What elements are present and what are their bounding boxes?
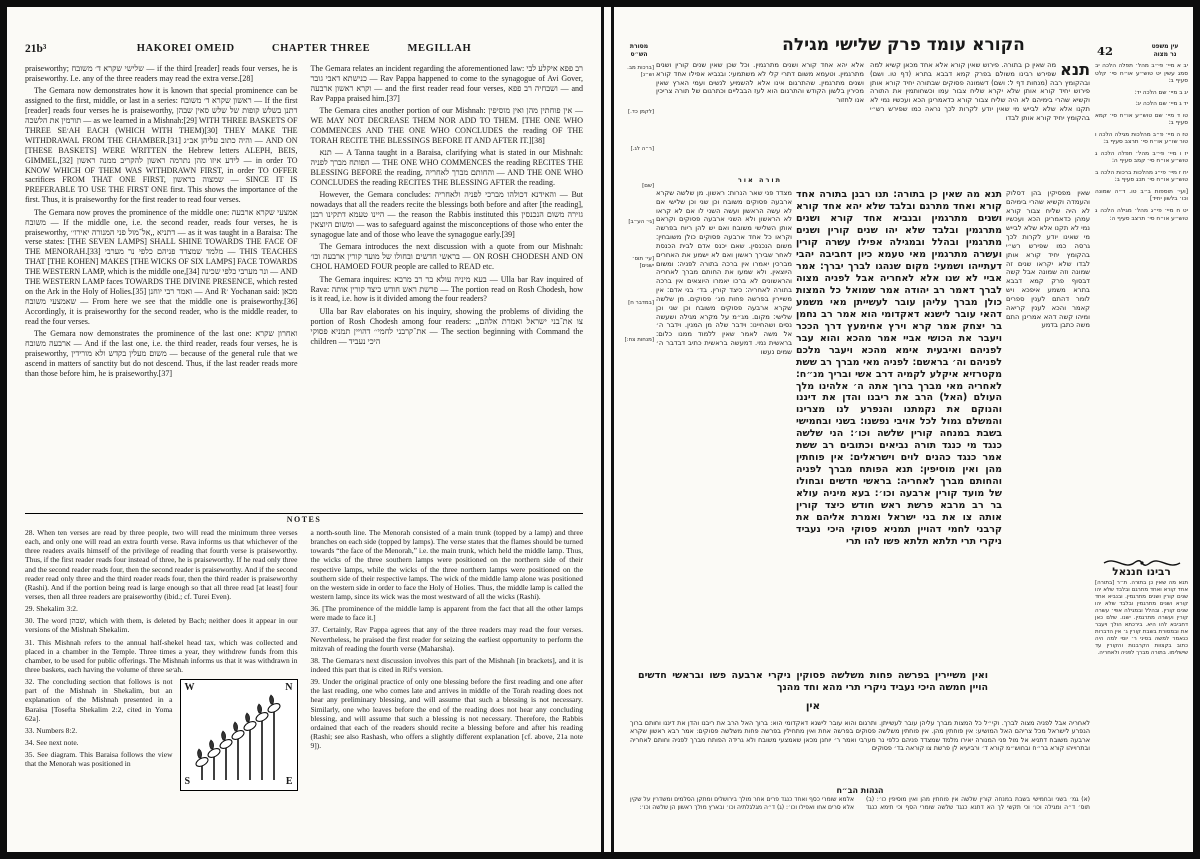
mesoras-reference: [ר״ה לג.] bbox=[630, 145, 654, 152]
notes-with-diagram bbox=[25, 677, 298, 787]
compass-east-label: E bbox=[285, 775, 293, 787]
mesoras-reference: [לקמן כד.] bbox=[628, 108, 654, 115]
ein-mishpat-entry: יח ז מיי׳ פי״ג מהלכות ברכות הלכה ב טוש״ע או״ח סי׳ תכג סעיף ב: bbox=[1095, 169, 1188, 184]
compass-west-label: W bbox=[184, 682, 195, 694]
hagahos-habach-block bbox=[630, 786, 1090, 848]
paragraph: Ulla bar Rav elaborates on his inquiry, showing the problems of dividing the portion of Rosh Chodesh among four readers: ,,צו את־בני ישראל ואמרת אלהם את־קרבני לחמי׳׳ דהויין תמניא פסוקי — The section beginning with Command the children — היכי נעביד bbox=[310, 306, 583, 346]
tosafos-opening-word: תנא bbox=[1060, 61, 1090, 79]
ein-mishpat-entry: יג ב מיי׳ שם הלכה יד: bbox=[1134, 89, 1188, 96]
ein-mishpat-column bbox=[1095, 63, 1188, 549]
ein-mishpat-header-line2: נר מצוה bbox=[1153, 50, 1177, 58]
english-page bbox=[7, 7, 601, 852]
rabbeinu-chananel-text: תנא מה שאין כן בתורה. ת״ר [בתורה] אחד קורא ואחד מתרגם ובלבד שלא יהו שנים קורין ושנים מתרגמין. ובנביא אחד קורא ושנים מתרגמין ובלבד שלא יהו שנים קורין. ובהלל ובמגילה אפי׳ עשרה קורין ועשרה מתרגמין. ישנו. שלם כאן דחביבא להו היא. בירכתא הולך ויעבר את ובמסורת בשבת קורין ג׳ אין הדברות כנאמר למשה בסיני ר׳ יוסי למה היה כתוב בקצוות הקרבנות והקורין עד שישלימו. בתורה מברך לפניה ולאחריה. bbox=[1095, 580, 1188, 657]
ein-mishpat-entry: [ועי׳ תוספות ב״ב טו. ד״ה שמונה וכו׳ בלשון יחיד] bbox=[1095, 188, 1188, 203]
paragraph: However, the Gemara concludes: והאידנא דכולהו מברכי לפניה ולאחריה — But nowadays that all the readers recite the blessings both before and after [the reading], היינו טעמא דתקינו רבנן — the reason the Rabbis instituted this גזירה משום הנכנסין ומשום היוצאין — was to safeguard against the misconceptions of those who enter the synagogue late and of those who leave the synagogue early.[39] bbox=[310, 190, 583, 239]
running-title bbox=[25, 43, 583, 54]
rabbeinu-chananel-block bbox=[1095, 553, 1188, 811]
tosafos-top-text: מה שאין כן בתורה. פירוש שאין קורא אלא אחד מכאן קשיא למה שפירש רבינו משולם בפרק קמא דבבא בתרא (דף טו. ושם) ובהקומץ רבה (מנחות דף ל: ושם) דשמונה פסוקים שבתורה יחיד קורא אותן פירוש יחיד קורא אותן שלא יקרא שליח צבור עמו וכשחותמין את התורה וקשיא שהרי בימיהם לא היה שליח צבור קורא כדאמרינן הכא ועכשיו נמי לא תקנו אלא שלא לבייש מי שאין יודע לקרות לכך נראה כמו שפירש רש״י בהקומץ יחיד קורא אותן לבדו bbox=[870, 61, 1090, 122]
hagahos-habach-title: הגהות הב״ח bbox=[836, 786, 884, 795]
footnote: 29. Shekalim 3:2. bbox=[25, 604, 78, 614]
mesoras-hashas-header-line1: מסורת bbox=[629, 43, 649, 50]
notes-section-label: NOTES bbox=[286, 515, 322, 524]
tosafos-top-block bbox=[870, 61, 1090, 187]
paragraph: The Gemara now demonstrates the prominence of the last one: ואחרון שקרא ארבעה משובח — And if the last one, i.e. the third reader, reads four verses, he is praiseworthy, משום מעלין בקדש ולא מורידין — because of the general rule that we ascend in matters of sanctity but do not descend. Thus, if the last reader reads more than those before him, he is praiseworthy.[37] bbox=[25, 329, 298, 378]
footnote: 36. [The prominence of the middle lamp is apparent from the fact that all the other lamps were made to face it.] bbox=[310, 604, 583, 623]
ein-mishpat-entry: יט ח מיי׳ פי״ג מהל׳ מגילה הלכה ג טוש״ע או״ח סי׳ תרצב סעיף ה: bbox=[1095, 207, 1188, 222]
ein-mishpat-entry: יד ג מיי׳ שם הלכה יג: bbox=[1135, 101, 1188, 108]
rashi-top-block: אלא יהא אחד קורא ושנים מתרגמין. וכל שכן שאין שנים קורין ושנים מתרגמין. וטעמא משום דתרי קלי לא משתמעי: ובנביא אפילו אחד קורא ושנים מתרגמין. שהתרגום אינו אלא להשמיע לנשים ועמי הארץ שאין מכירין בלשון הקודש והתרגום הוא לעז הבבליים וכתרגום של תורה צריכין אנו לחזור bbox=[656, 61, 864, 105]
footnote: 28. When ten verses are read by three people, two will read the minimum three verses each, and only one will read an extra fourth verse. Rava informs us that whichever of the three readers avails himself of the privilege of reading that fourth verse is praiseworthy. Thus, if the first reader reads four instead of three, he is praiseworthy. If he read only three and the second reader reads four, then the second reader is praiseworthy. And if the second reader read only three and the third reader reads four, then the third reader is praiseworthy (Rashi). And if the portion being read is large enough so that all three read [at least] four verses, then all three readers are praiseworthy (ibid.; cf. Turei Even). bbox=[25, 528, 298, 601]
menorah-illustration bbox=[189, 688, 288, 781]
ein-mishpat-entry: יז ו מיי׳ פי״ב מהל׳ תפלה הלכה ג טוש״ע או״ח סי׳ קמב סעיף ה: bbox=[1095, 150, 1188, 165]
notes-column-right bbox=[311, 528, 584, 842]
daf-page-number: 42 bbox=[1096, 44, 1113, 58]
elucidation-body bbox=[25, 64, 583, 510]
footnote: 34. See next note. bbox=[25, 737, 79, 747]
folio-number: 21b³ bbox=[25, 43, 47, 55]
paragraph: The Gemara relates an incident regarding the aforementioned law: רב פפא איקלע לבי כנישתא דאבי גובר — Rav Pappa happened to come to the synagogue of Avi Gover, וקרא ראשון ארבעה — and the first reader read four verses, ושבחיה רב פפא — and Rav Pappa praised him.[37] bbox=[310, 64, 583, 103]
paragraph: The Gemara inquires: בעא מיניה עולא בר רב מרבא — Ulla bar Rav inquired of Rava: פרשת ראש חודש כיצד קורין אותה — The portion read on Rosh Chodesh, how is it read, i.e. how is it divided among the four readers? bbox=[310, 274, 583, 304]
ein-mishpat-header bbox=[1141, 43, 1189, 58]
footnote: 30. The word שבהן, which with them, is deleted by Bach; neither does it appear in our versions of the Mishnah Shekalim. bbox=[25, 616, 298, 635]
compass-north-label: N bbox=[285, 682, 293, 694]
hebrew-daf-page bbox=[614, 7, 1193, 852]
chapter-number: CHAPTER THREE bbox=[271, 43, 371, 54]
mesoras-reference: [שם] bbox=[642, 182, 654, 189]
page-gutter-divider bbox=[601, 7, 614, 852]
ein-mishpat-entry: טז ה מיי׳ פ״ב מהלכות מגילה הלכה ו טור שו״ע או״ח סי׳ תרצב סעיף ב: bbox=[1095, 131, 1188, 146]
footnote: 38. The Gemara׳s next discussion involves this part of the Mishnah [in brackets], and it is indeed this part that is cited in Rif׳s version. bbox=[310, 655, 583, 674]
flourish-ornament-icon bbox=[1095, 553, 1188, 565]
rabbeinu-chananel-title: רבינו חננאל bbox=[1112, 566, 1171, 578]
paragraph: The Gemara introduces the next discussion with a quote from our Mishnah: בראשי חדשים ובחולו של מועד קורין ארבעה וכו׳ — ON ROSH CHODESH AND ON CHOL HAMOED FOUR people are called to READ etc. bbox=[310, 242, 583, 272]
gemara-bottom-lines: ואין משיירין בפרשה פחות משלשה פסוקין ניקרי ארבעה פשו ובראשי חדשים הויין חמשה היכי נעביד ניקרי תרי מהא וחד מהנך bbox=[638, 670, 988, 693]
elucidation-column-right bbox=[311, 64, 584, 510]
compass-south-label: S bbox=[184, 775, 191, 787]
elucidation-column-left bbox=[25, 64, 298, 510]
paragraph: The Gemara now demonstrates how it is known that special prominence can be assigned to the first, middle, or last in a series: ראשון שקרא ד׳ משובח — If the first [reader] reads four verses he is praiseworthy, דתנן בשלש קופות של שלש סאין שבהן תורמין את הלשכה — as we learned in a Mishnah:[29] WITH THREE BASKETS OF THREE SE׳AH EACH (WHICH WITH THEM)[30] THEY MAKE THE WITHDRAWAL FROM THE CHAMBER.[31] והיה כתוב עליהן אב״ג — AND ON [THESE BASKETS] WERE WRITTEN the Hebrew letters ALEPH, BEIS, GIMMEL,[32] לידע איזו מהן נתרמה ראשון להקריב ממנה ראשון — in order TO KNOW WHICH OF THEM WAS WITHDRAWN FIRST, in order TO OFFER sacrifices FROM THAT ONE FIRST, שמצוה בראשון — SINCE IT IS PREFERABLE TO USE THE FIRST ONE first. This shows the importance of the first. Thus, it is praiseworthy for the first reader to read four verses. bbox=[25, 86, 298, 205]
daf-title: הקורא עומד פרק שלישי מגילה bbox=[782, 35, 1025, 55]
paragraph: The Gemara now proves the prominence of the middle one: אמצעי שקרא ארבעה משובח — If the middle one, i.e. the second reader, reads four verses, he is praiseworthy, דתניא ,,אל־מול פני המנורה יאירו׳׳ — as it was taught in a Baraisa: The verse states: [THE SEVEN LAMPS] SHALL SHINE TOWARDS THE FACE OF THE MENORAH.[33] מלמד שמצדד פניהם כלפי נר מערבי — THIS TEACHES THAT [THE KOHEN] MAKES [THE WICKS OF SIX LAMPS] FACE TOWARDS THE WESTERN LAMP, which is the middle one,[34] ונר מערבי כלפי שכינה — AND THE WESTERN LAMP faces TOWARDS THE DIVINE PRESENCE, which rested on the Ark in the Holy of Holies.[35] ואמר רבי יוחנן — And R׳ Yochanan said: מכאן שאמצעי משובח — From here we see that the middle one is praiseworthy.[36] Accordingly, it is praiseworthy for the second reader, who is the middle reader, to read the four verses. bbox=[25, 207, 298, 326]
mesoras-hashas-header bbox=[618, 43, 660, 58]
mesoras-reference: [ברכות מב. וש״נ] bbox=[627, 65, 654, 78]
english-page-header bbox=[25, 43, 583, 57]
paragraph: praiseworthy; שלישי שקרא ד׳ משובח — if the third [reader] reads four verses, he is praiseworthy. I.e. any of the three readers may read the extra verse.[28] bbox=[25, 64, 298, 83]
tosafos-column: שאין מפסיקין בהן דסלוק והעמדה וקשיא שהרי בימיהם לא היה שליח צבור קורא עמהן כדאמרינן הכא ועכשיו נמי לא תקנו אלא שלא לבייש מי שאינו יודע לקרות לכך גרסה כמו שפירש רש״י בהקומץ יחיד קורא אותן לבדו שלא יקראו שנים זה שמונה וזה שמונה אבל קשה דבסוף פרק קמא דבבא בתרא משמע איפכא ויש לומר דהתם לענין ספרים קאמר והכא לענין קריאה ומיהו קשה דהא אמרינן התם משה כתבן בדמע bbox=[1006, 189, 1090, 330]
footnote: 37. Certainly, Rav Pappa agrees that any of the three readers may read the four verses. Nevertheless, he praised the first reader for seizing the earliest opportunity to perform the mitzvah of reading the fourth verse (Maharsha). bbox=[310, 625, 583, 653]
mesoras-reference: [עי׳ תוס׳ ישנים] bbox=[632, 256, 654, 270]
footnote: a north-south line. The Menorah consisted of a main trunk (topped by a lamp) and three branches on each side (topped by lamps). The verse states that the flames should be turned towards “the face of the Menorah,” i.e. the main trunk, which held the middle lamp. Thus, the wicks of the three southern lamps were positioned on the northern side of their respective lamps, while the wicks of the three northern lamps were positioned on the southern side of their respective lamps. The wick of the middle lamp alone was positioned on the western side in order to face the Holy of Holies. Thus, the middle lamp is called the western lamp, since its wick was the most westward of all the wicks (Rashi). bbox=[310, 528, 583, 601]
mesoras-reference: [גי׳ הע״ב] bbox=[628, 219, 654, 226]
gemara-column: תנא מה שאין כן בתורה: תנו רבנן בתורה אחד קורא ואחד מתרגם ובלבד שלא יהא אחד קורא ושנים מתרגמין ובנביא אחד קורא ושנים מתרגמין ובלבד שלא יהו שנים קורין ושנים מתרגמין ובהלל ובמגילה אפילו עשרה קורין ועשרה מתרגמין מאי טעמא כיון דחביבה יהבי דעתייהו ושמעי: מקום שנהגו לברך יברך: אמר אביי לא שנו אלא לאחריה אבל לפניה מצוה לברך דאמר רב יהודה אמר שמואל כל המצות כולן מברך עליהן עובר לעשייתן מאי משמע דהאי עובר לישנא דאקדומי הוא אמר רב נחמן בר יצחק אמר קרא וירץ אחימעץ דרך הככר ויעבר את הכושי אביי אמר מהכא והוא עבר לפניהם ואיבעית אימא מהכא ויעבר מלכם לפניהם וה׳ בראשם: לפניה מאי מברך רב ששת מקטרזיא איקלע לקמיה דרב אשי ובריך מנ״ח: לאחריה מאי מברך ברוך אתה ה׳ אלהינו מלך העולם (האל) הרב את ריבנו והדן את דיננו והנוקם את נקמתנו והנפרע לנו מצרינו והמשלם גמול לכל אויבי נפשנו: בשני ובחמישי בשבת במנחה קורין שלשה וכו׳: הני שלשה כנגד מי כנגד תורה נביאים וכתובים רב ששת אמר כנגד כהנים לוים וישראלים: אין פוחתין מהן ואין מוסיפין: תנא הפותח מברך לפניה והחותם מברך לאחריה: בראשי חדשים ובחולו של מועד קורין ארבעה וכו׳: בעא מיניה עולא בר רב מרבא פרשת ראש חודש כיצד קורין אותה צו את בני ישראל ואמרת אליהם את קרבני לחמי דהויין תמניא פסוקי היכי נעביד ניקרי תרי תלתא תלתא פשו להו תרי bbox=[796, 189, 1002, 548]
hagahos-habach-text: (א) גמ׳ בשני ובחמישי בשבת במנחה קורין שלשה אין פוחתין מהן ואין מוסיפין כו׳: (ב) תוס׳ ד״ה ומגילה וכו׳ וכי תקשי לך הא דתנא כנגד שלשה שומרי הסף וכי תימא כנגד אלמא שומרי כסף ואחד כנגד פרים אחר מולך בירושלים ומתקן הסלמים ומשדרין על שקין אלא סרים אחו ואפילו וכו׳: (ג) ד״ה מגלגלתיה וכו׳ ובארץ מולך ראשון הן שלשה וכו׳: bbox=[630, 796, 1090, 811]
footnote: 33. Numbers 8:2. bbox=[25, 725, 78, 735]
paragraph: תנא — A Tanna taught in a Baraisa, clarifying what is stated in our Mishnah: הפותח מברך לפניה — THE ONE WHO COMMENCES the reading RECITES THE BLESSING BEFORE the reading, והחותם מברך לאחריה — AND THE ONE WHO CONCLUDES the reading RECITES THE BLESSING AFTER the reading. bbox=[310, 148, 583, 187]
footnote: 35. See diagram. This Baraisa follows the view that the Menorah was positioned in bbox=[25, 750, 173, 769]
torah-ohr-label: תורה אור bbox=[737, 176, 783, 184]
notes-section bbox=[25, 528, 583, 842]
rashi-bottom-block: לאחריה אבל לפניה מצוה לברך. וקי״ל כל המצות מברך עליהן עובר לעשייתן. ותרגום והוא עובר לישנא דאקדומי הוא: ברוך האל הרב את ריבנו והדן את דיננו וחותם ברוך הנפרע לישראל מכל צריהם האל המושיע: אין פוחתין מהן. אין פוחתין משלשה פסוקים בפרשה אחת ואין מתחילין בפרשה פחות משלשה פסוקים: אמר רבא ראשון שקרא ארבעה משובח דתניא אל מול פני המנורה יאירו מלמד שמצדד פניהם כלפי נר מערבי ואמר ר׳ יוחנן מכאן שאמצעי משובח ולא גרידה הפותח מברך לפניה וחותם לאחריה ובתרוייהו קורא בר״ח ובחוש״מ קורא ד׳ ורביעיא לן פרשת צו קוראה בד׳ פסוקים bbox=[630, 719, 1090, 752]
menorah-diagram bbox=[180, 679, 298, 791]
tractate-name: MEGILLAH bbox=[407, 43, 472, 54]
ein-mishpat-entry: טו ד מיי׳ שם טוש״ע או״ח סי׳ קמא סעיף ב: bbox=[1095, 112, 1188, 127]
notes-column-left bbox=[25, 528, 298, 842]
catchword: אין bbox=[805, 700, 821, 712]
rashi-column: מצדד פני שאר הנרות: ראשון. מן שלשה שקרא ארבעה פסוקים משובח וכן שני וכן שלישי אם לא עשה הראשון ועשה השני לו אם לא קראו לא הראשון ולא השני ארבעה פסוקים וקראם אותן השלישי משובח ואם יש להן ריוח בפרשה וקראו כל אחד ארבעה פסוקים כולן משובחין: משום הנכנסין. שאם יכנס אדם לבית הכנסת לאחר שבירך ראשון ואם לא ישמע את האחרים מברכין יאמרו אין ברכה בתורה לפניה: ומשום היוצאין. ולא שמעו את החותם מברך לאחריה והראשונים לא ברכו יאמרו היוצאים אין ברכה בתורה לאחריה: כיצד קורין. בד׳ בני אדם: אין משיירין בפרשה פחות מג׳ פסוקים. מן שלשה שקרא ארבעה פסוקים משובח וכן שני וכן שלישי: מקום. מג״מ על מקרא מגילה ושעשה נסים ושהחיינו: וידבר שלה מן המנין. וידבר ה׳ אל משה לאמר שאין ללמוד ממנו כלום: בראשית נמי. דמעשה בראשית כתיב דבדבר ה׳ שמים נעשו bbox=[656, 189, 792, 356]
mesoras-reference: [במדבר ח] bbox=[628, 300, 654, 306]
mesoras-reference: [מנחות צח:] bbox=[624, 336, 654, 343]
footnote: 31. This Mishnah refers to the annual half-shekel head tax, which was collected and placed in a chamber in the Temple. Three times a year, they withdrew funds from this chamber, to be used for public offerings. The Mishnah informs us that it was withdrawn in three baskets, each having the volume of three se׳ah. bbox=[25, 637, 298, 674]
ein-mishpat-entry: יב א מיי׳ פי״ב מהל׳ תפלה הלכה יב סמג עשין יט טוש״ע או״ח סי׳ קלט סעיף ב: bbox=[1095, 63, 1188, 85]
footnote: 32. The concluding section that follows is not part of the Mishnah in Shekalim, but an explanation of the Mishnah presented in a Baraisa [Tosefta Shekalim 2:2, cited in Yoma 62a]. bbox=[25, 677, 173, 723]
paragraph: The Gemara cites another portion of our Mishnah: אין פוחתין מהן ואין מוסיפין — WE MAY NOT DECREASE THEM NOR ADD TO THEM. [THE ONE WHO COMMENCES AND THE ONE WHO CONCLUDES the reading OF THE TORAH RECITE THE BLESSINGS BEFORE IT AND AFTER IT.][38] bbox=[310, 106, 583, 145]
notes-divider-rule bbox=[25, 513, 583, 514]
footnote: 39. Under the original practice of only one blessing before the first reading and one after the last reading, one who comes late and arrives in middle of the Torah reading does not hear any preliminary blessing, and will assume that such a blessing is not necessary. Similarly, one who leaves before the end of the reading does not hear any concluding blessing, and will assume that such a blessing is not necessary. Therefore, the Rabbis ordained that each of the readers should recite a blessing before and after his reading (Rashi; see also Rashash, who offers a slightly different explanation [cf. above, 21a note 9]). bbox=[310, 677, 583, 751]
ein-mishpat-header-line1: עין משפט bbox=[1151, 43, 1179, 50]
mesoras-hashas-header-line2: הש״ס bbox=[630, 50, 648, 58]
tractate-chapter-name: HAKOREI OMEID bbox=[136, 43, 235, 54]
